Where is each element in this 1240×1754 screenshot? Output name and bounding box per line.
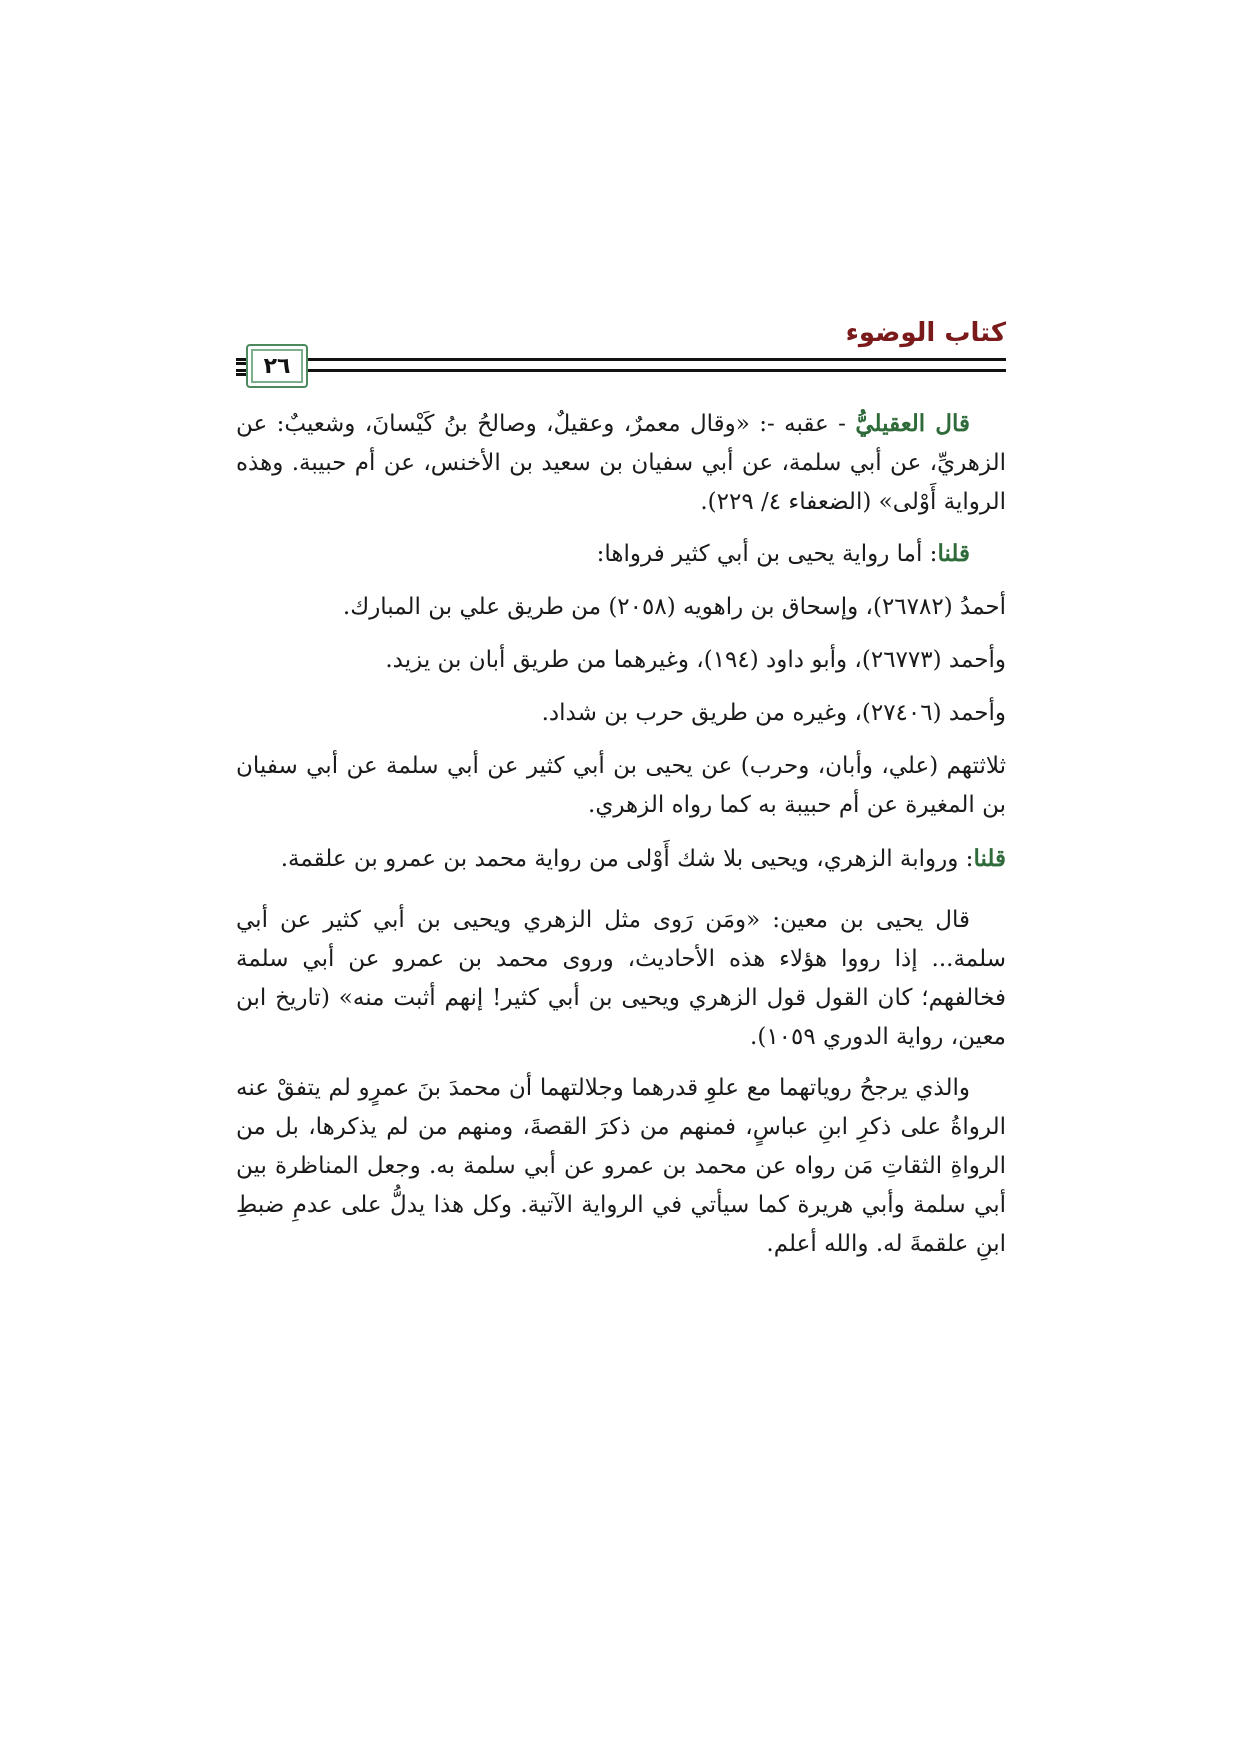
- page-number: ٢٦: [263, 353, 291, 379]
- paragraph-4: [236, 641, 1006, 680]
- paragraph-text: ثلاثتهم (علي، وأبان، وحرب) عن يحيى بن أبي كثير عن أبي سلمة عن أبي سفيان بن المغيرة عن أم حبيبة به كما رواه الزهري.: [236, 753, 1006, 818]
- ornament-frame-icon: [246, 344, 308, 388]
- paragraph-text: وأحمد (٢٦٧٧٣)، وأبو داود (١٩٤)، وغيرهما من طريق أبان بن يزيد.: [385, 647, 1006, 673]
- badge-rule-left-bottom: [236, 373, 246, 376]
- paragraph-text: وأحمد (٢٧٤٠٦)، وغيره من طريق حرب بن شداد.: [541, 700, 1006, 726]
- header-rule-bottom: [236, 369, 1006, 372]
- paragraph-3: [236, 588, 1006, 627]
- paragraph-2: [236, 534, 1006, 574]
- paragraph-text: : أما رواية يحيى بن أبي كثير فرواها:: [596, 541, 938, 567]
- paragraph-label: قلنا: [937, 540, 970, 567]
- page-header: [236, 318, 1006, 388]
- paragraph-text: قال يحيى بن معين: «ومَن رَوى مثل الزهري ويحيى بن أبي كثير عن أبي سلمة... إذا رووا هؤلاء هذه الأحاديث، وروى محمد بن عمرو عن أبي سلمة فخالفهم؛ كان القول قول الزهري ويحيى بن أبي كثير! إنهم أثبت منه» (تاريخ ابن معين، رواية الدوري ١٠٥٩).: [236, 907, 1006, 1050]
- paragraph-text: والذي يرجحُ روياتهما مع علوِ قدرهما وجلالتهما أن محمدَ بنَ عمرٍو لم يتفقْ عنه الرواةُ على ذكرِ ابنِ عباسٍ، فمنهم من ذكرَ القصةَ، ومنهم من لم يذكرها، بل من الرواةِ الثقاتِ مَن رواه عن محمد بن عمرو عن أبي سلمة به. وجعل المناظرة بين أبي سلمة وأبي هريرة كما سيأتي في الرواية الآتية. وكل هذا يدلُّ على عدمِ ضبطِ ابنِ علقمةَ له. والله أعلم.: [236, 1075, 1006, 1257]
- paragraph-1: [236, 404, 1006, 522]
- paragraph-7: [236, 839, 1006, 879]
- paragraph-6: [236, 747, 1006, 825]
- paragraph-9: [236, 1069, 1006, 1264]
- page-number-badge: [236, 340, 316, 390]
- paragraph-text: : وروابة الزهري، ويحيى بلا شك أَوْلى من رواية محمد بن عمرو بن علقمة.: [280, 846, 974, 872]
- paragraph-8: [236, 901, 1006, 1057]
- paragraph-label: قلنا: [973, 845, 1006, 872]
- paragraph-label: قال العقيليُّ: [855, 410, 970, 437]
- header-rule-top: [236, 358, 1006, 361]
- page-body: [236, 404, 1006, 1276]
- paragraph-5: [236, 694, 1006, 733]
- paragraph-text: - عقبه -: «وقال معمرٌ، وعقيلٌ، وصالحُ بنُ كَيْسانَ، وشعيبٌ: عن الزهريِّ، عن أبي سلمة، عن أبي سفيان بن سعيد بن الأخنس، عن أم حبيبة. وهذه الرواية أَوْلى» (الضعفاء ٤/ ٢٢٩).: [236, 411, 1006, 515]
- paragraph-text: أحمدُ (٢٦٧٨٢)، وإسحاق بن راهويه (٢٠٥٨) من طريق علي بن المبارك.: [342, 594, 1006, 620]
- badge-rule-left-top: [236, 362, 246, 365]
- book-title: كتاب الوضوء: [845, 318, 1006, 348]
